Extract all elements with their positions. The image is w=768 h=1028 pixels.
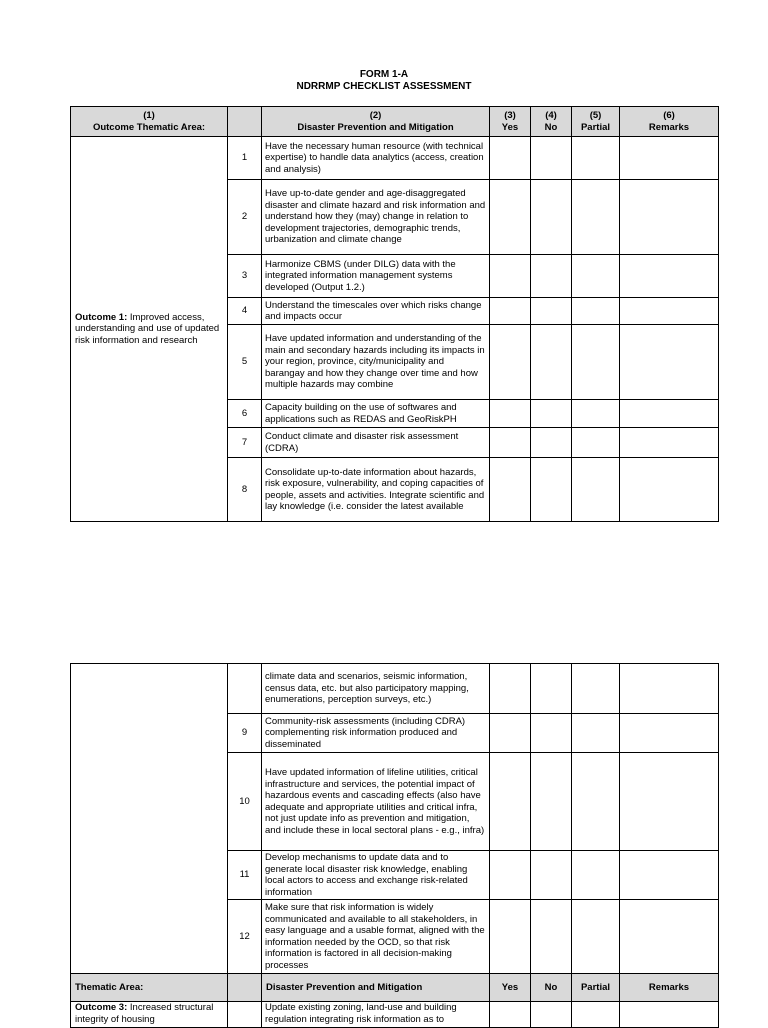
row-number: 11 [228,851,262,900]
row-number: 1 [228,137,262,180]
remarks-cell[interactable] [620,851,719,900]
thematic-disaster-prevention-label: Disaster Prevention and Mitigation [262,974,490,1002]
header-disaster-prevention: (2) Disaster Prevention and Mitigation [262,107,490,137]
partial-cell[interactable] [572,400,620,428]
yes-cell[interactable] [490,137,531,180]
header-yes: (3) Yes [490,107,531,137]
row-number: 8 [228,458,262,522]
row-description: Make sure that risk information is widely communicated and available to all stakeholders, in easy language and a usable format, aligned with the information needed by the OCD, so that risk information is factored in all decision-making processes [262,900,490,974]
row-number: 3 [228,255,262,298]
no-cell[interactable] [531,900,572,974]
remarks-cell[interactable] [620,325,719,400]
row-description: Capacity building on the use of softwares and applications such as REDAS and GeoRiskPH [262,400,490,428]
checklist-table-page2 [70,663,719,1028]
form-subtitle: NDRRMP CHECKLIST ASSESSMENT [296,81,472,92]
row-description: Community-risk assessments (including CDRA) complementing risk information produced and disseminated [262,714,490,753]
no-cell[interactable] [531,400,572,428]
no-cell[interactable] [531,458,572,522]
remarks-cell[interactable] [620,137,719,180]
thematic-area-header-row [71,974,719,1002]
no-cell[interactable] [531,298,572,325]
yes-cell[interactable] [490,664,531,714]
yes-cell[interactable] [490,851,531,900]
outcome-3-text: Increased structural integrity of housing [75,1002,214,1025]
yes-cell[interactable] [490,458,531,522]
header-outcome-thematic-area: (1) Outcome Thematic Area: [71,107,228,137]
row-number: 4 [228,298,262,325]
thematic-number-blank [228,974,262,1002]
outcome-1-continued-cell [71,664,228,974]
row-description: Conduct climate and disaster risk assessment (CDRA) [262,428,490,458]
remarks-cell[interactable] [620,900,719,974]
thematic-no-label: No [531,974,572,1002]
header-number-blank [228,107,262,137]
thematic-yes-label: Yes [490,974,531,1002]
yes-cell[interactable] [490,753,531,851]
row-number: 9 [228,714,262,753]
row-description: Have the necessary human resource (with technical expertise) to handle data analytics (access, creation and analysis) [262,137,490,180]
no-cell[interactable] [531,325,572,400]
partial-cell[interactable] [572,180,620,255]
row-description: Consolidate up-to-date information about hazards, risk exposure, vulnerability, and coping capacities of people, assets and activities. Integrate scientific and lay knowledge (i.e. consider the latest available [262,458,490,522]
row-description: Have updated information of lifeline utilities, critical infrastructure and services, the potential impact of hazardous events and cascading effects (also have adequate and appropriate utilities and critical infra, not just update info as prevention and mitigation, and include these in local sectoral plans - e.g., infra) [262,753,490,851]
partial-cell[interactable] [572,664,620,714]
thematic-area-label: Thematic Area: [71,974,228,1002]
partial-cell[interactable] [572,298,620,325]
no-cell[interactable] [531,428,572,458]
yes-cell[interactable] [490,325,531,400]
yes-cell[interactable] [490,400,531,428]
thematic-remarks-label: Remarks [620,974,719,1002]
table-header-row [71,107,719,137]
partial-cell[interactable] [572,325,620,400]
remarks-cell[interactable] [620,298,719,325]
remarks-cell[interactable] [620,428,719,458]
form-title: FORM 1-A [359,69,409,80]
no-cell[interactable] [531,851,572,900]
table-row [71,137,719,180]
partial-cell[interactable] [572,255,620,298]
row-description: Harmonize CBMS (under DILG) data with the integrated information management systems developed (Output 1.2.) [262,255,490,298]
yes-cell[interactable] [490,428,531,458]
row-number: 2 [228,180,262,255]
row-number: 10 [228,753,262,851]
row-number: 6 [228,400,262,428]
remarks-cell[interactable] [620,664,719,714]
no-cell[interactable] [531,255,572,298]
row-number [228,664,262,714]
outcome-1-label: Outcome 1: [75,311,128,323]
partial-cell[interactable] [572,458,620,522]
row-description: Develop mechanisms to update data and to generate local disaster risk knowledge, enabling local actors to access and exchange risk-related information [262,851,490,900]
checklist-table-page1 [70,106,719,522]
partial-cell[interactable] [572,428,620,458]
partial-cell[interactable] [572,714,620,753]
no-cell[interactable] [531,714,572,753]
outcome-1-text: Improved access, understanding and use of updated risk information and research [75,311,220,346]
partial-cell[interactable] [572,900,620,974]
no-cell[interactable] [531,137,572,180]
no-cell[interactable] [531,753,572,851]
remarks-cell[interactable] [620,753,719,851]
partial-cell[interactable] [572,137,620,180]
row-number: 7 [228,428,262,458]
thematic-partial-label: Partial [572,974,620,1002]
row-description: Have updated information and understanding of the main and secondary hazards including its impacts in your region, province, city/municipality and barangay and how they change over time and how multiple hazards may combine [262,325,490,400]
header-remarks: (6) Remarks [620,107,719,137]
yes-cell[interactable] [490,180,531,255]
remarks-cell[interactable] [620,180,719,255]
row-description: Update existing zoning, land-use and building regulation integrating risk information as to [262,1002,490,1028]
form-title-block [0,69,768,93]
no-cell[interactable] [531,180,572,255]
remarks-cell[interactable] [620,714,719,753]
no-cell[interactable] [531,664,572,714]
row-description: Have up-to-date gender and age-disaggregated disaster and climate hazard and risk information and understand how they (may) change in relation to development trajectories, demographic trends, urbanization and climate change [262,180,490,255]
row-number: 12 [228,900,262,974]
yes-cell[interactable] [490,900,531,974]
outcome-3-label: Outcome 3: [75,1002,128,1013]
remarks-cell[interactable] [620,255,719,298]
table-row [71,664,719,714]
row-description: climate data and scenarios, seismic information, census data, etc. but also participatory mapping, enumerations, perception surveys, etc.) [262,664,490,714]
yes-cell[interactable] [490,255,531,298]
header-partial: (5) Partial [572,107,620,137]
yes-cell[interactable] [490,298,531,325]
row-number: 5 [228,325,262,400]
partial-cell[interactable] [572,851,620,900]
row-description: Understand the timescales over which risks change and impacts occur [262,298,490,325]
remarks-cell[interactable] [620,400,719,428]
yes-cell[interactable] [490,714,531,753]
partial-cell[interactable] [572,753,620,851]
outcome-1-cell [71,137,228,522]
remarks-cell[interactable] [620,458,719,522]
header-no: (4) No [531,107,572,137]
